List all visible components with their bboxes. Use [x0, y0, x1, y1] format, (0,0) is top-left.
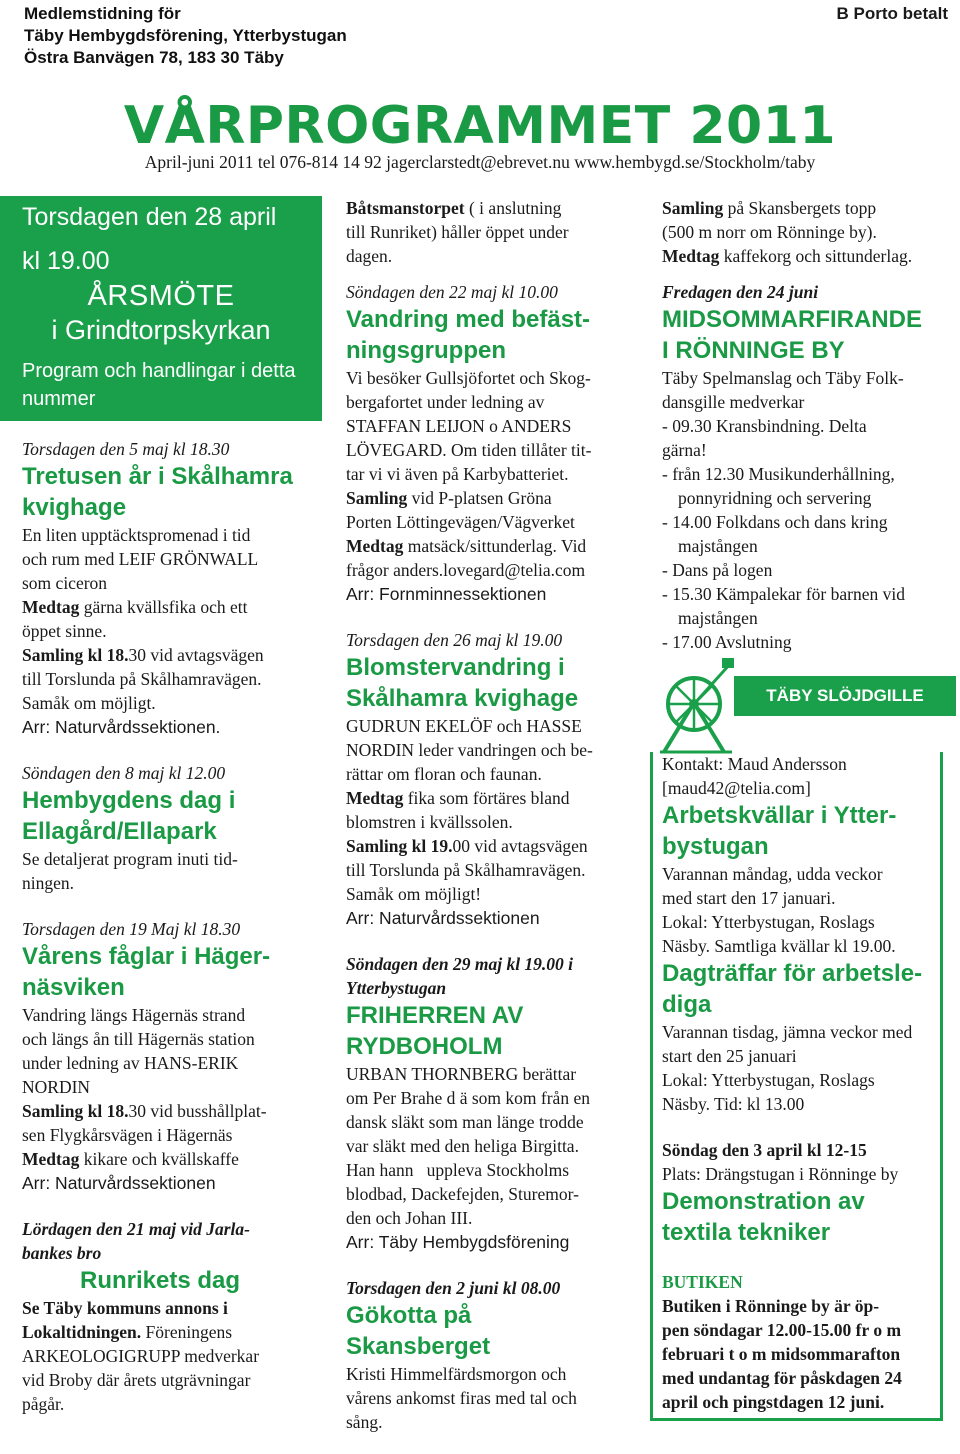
event-text: ponnyridning och servering: [678, 488, 872, 508]
annual-meeting-box: [0, 196, 322, 421]
event-text: start den 25 januari: [662, 1046, 797, 1066]
event-organizer: Arr: Naturvårdssektionen: [22, 1173, 216, 1193]
medtag-text: fika som förtäres bland: [403, 788, 570, 808]
samling-label: Samling kl 18.: [22, 645, 129, 665]
event-title: Vandring med befäst-: [346, 306, 591, 333]
event-text: URBAN THORNBERG berättar: [346, 1064, 577, 1084]
event-text: som ciceron: [22, 573, 108, 593]
event-title: Gökotta på: [346, 1302, 472, 1329]
box-note: Program och handlingar i detta nummer: [22, 360, 296, 410]
event-title: Blomstervandring i: [346, 654, 565, 681]
event-text: Porten Löttingevägen/Vägverket: [346, 512, 575, 532]
event-text: [22, 1099, 320, 1123]
event-text: Vi besöker Gullsjöfortet och Skog-: [346, 368, 591, 388]
event-text: pågår.: [22, 1394, 65, 1414]
event-text: Se detaljerat program inuti tid-: [22, 849, 238, 869]
samling-text: 00 vid avtagsvägen: [452, 836, 588, 856]
event-text: Täby Spelmanslag och Täby Folk-: [662, 368, 904, 388]
event-text: till Torslunda på Skålhamravägen.: [346, 860, 586, 880]
event-date: Lördagen den 21 maj vid Jarla-: [22, 1219, 250, 1239]
event-text: ARKEOLOGIGRUPP medverkar: [22, 1346, 260, 1366]
event-title: Skansberget: [346, 1333, 491, 1360]
event-text: frågor anders.lovegard@telia.com: [346, 560, 586, 580]
event-organizer: Arr: Naturvårdssektionen.: [22, 717, 221, 737]
event-text: GUDRUN EKELÖF och HASSE: [346, 716, 582, 736]
event-text: med start den 17 januari.: [662, 888, 836, 908]
event-text: Näsby. Samtliga kvällar kl 19.00.: [662, 936, 896, 956]
plain-text: ( i anslutning: [464, 198, 562, 218]
event-text: Näsby. Tid: kl 13.00: [662, 1094, 805, 1114]
event-title: FRIHERREN AV: [346, 1002, 524, 1029]
event-text: [346, 834, 636, 858]
event-text: vårens ankomst firas med tal och: [346, 1388, 577, 1408]
event-text: majstången: [678, 608, 758, 628]
samling-label: Samling: [346, 488, 408, 508]
samling-label: Samling kl 19.: [346, 836, 453, 856]
event-text: LÖVEGARD. Om tiden tillåter tit-: [346, 440, 592, 460]
samling-text: 30 vid busshållplat-: [128, 1101, 267, 1121]
event-text: under ledning av HANS-ERIK: [22, 1053, 239, 1073]
event-text: Varannan måndag, udda veckor: [662, 864, 883, 884]
shop-text: pen söndagar 12.00-15.00 fr o m: [662, 1320, 902, 1340]
event-date: Torsdagen den 2 juni kl 08.00: [346, 1278, 561, 1298]
shop-heading: BUTIKEN: [662, 1272, 743, 1292]
medtag-label: Medtag: [22, 597, 80, 617]
event-text: till Torslunda på Skålhamravägen.: [22, 669, 262, 689]
event-text: (500 m norr om Rönninge by).: [662, 222, 877, 242]
box-heading: ÅRSMÖTE: [87, 280, 235, 312]
event-text: dansk släkt som man länge trodde: [346, 1112, 584, 1132]
event-text: [22, 595, 320, 619]
event-text: blodbad, Dackefejden, Sturemor-: [346, 1184, 579, 1204]
event-title: bystugan: [662, 833, 769, 860]
event-text: NORDIN: [22, 1077, 91, 1097]
event-title: diga: [662, 991, 712, 1018]
medtag-label: Medtag: [346, 788, 404, 808]
event-text: öppet sinne.: [22, 621, 107, 641]
contact-line: April-juni 2011 tel 076-814 14 92 jagerclarstedt@ebrevet.nu www.hembygd.se/Stockholm/taby: [144, 152, 816, 172]
column-middle: [346, 196, 636, 1434]
event-text: Se Täby kommuns annons i: [22, 1298, 228, 1318]
medtag-text: kaffekorg och sittunderlag.: [719, 246, 913, 266]
event-text: - från 12.30 Musikunderhållning,: [662, 464, 895, 484]
event-text: [22, 1147, 320, 1171]
event-text: rättar om floran och faunan.: [346, 764, 542, 784]
event-text: tar vi vi även på Karbybatteriet.: [346, 464, 569, 484]
event-text: den och Johan III.: [346, 1208, 473, 1228]
event-text: - 17.00 Avslutning: [662, 632, 792, 652]
event-text: Samåk om möjligt!: [346, 884, 482, 904]
medtag-label: Medtag: [22, 1149, 80, 1169]
event-title: RYDBOHOLM: [346, 1033, 503, 1060]
event-text: dansgille medverkar: [662, 392, 805, 412]
box-time: kl 19.00: [22, 247, 110, 275]
event-organizer: Arr: Fornminnessektionen: [346, 584, 547, 604]
event-title: Hembygdens dag i Ellagård/Ellapark: [22, 787, 236, 845]
event-text: sen Flygkårsvägen i Hägernäs: [22, 1125, 233, 1145]
event-text: Lokal: Ytterbystugan, Roslags: [662, 1070, 875, 1090]
event-text: och längs ån till Hägernäs station: [22, 1029, 255, 1049]
event-text: vid Broby där årets utgrävningar: [22, 1370, 251, 1390]
event-date: Söndag den 3 april kl 12-15: [662, 1140, 867, 1160]
event-title: Runrikets dag: [80, 1267, 241, 1294]
event-text: STAFFAN LEIJON o ANDERS: [346, 416, 572, 436]
event-date: Ytterbystugan: [346, 978, 447, 998]
event-text: blomstren i kvällssolen.: [346, 812, 513, 832]
event-text: Plats: Drängstugan i Rönninge by: [662, 1164, 899, 1184]
slojdgille-box: [650, 752, 943, 1421]
event-date: Torsdagen den 19 Maj kl 18.30: [22, 919, 241, 939]
sender-line: Medlemstidning för: [24, 4, 181, 23]
event-text: om Per Brahe d ä som kom från en: [346, 1088, 590, 1108]
plain-text: Föreningens: [141, 1322, 233, 1342]
event-text: [22, 643, 320, 667]
event-text: [346, 786, 636, 810]
event-text: [662, 244, 954, 268]
event-date: Torsdagen den 26 maj kl 19.00: [346, 630, 563, 650]
event-organizer: Arr: Täby Hembygdsförening: [346, 1232, 570, 1252]
event-text: Vandring längs Hägernäs strand: [22, 1005, 246, 1025]
slojdgille-banner: [662, 660, 954, 752]
event-text: majstången: [678, 536, 758, 556]
event-title: Tretusen år i Skålhamra kvighage: [22, 463, 293, 521]
event-title: Skålhamra kvighage: [346, 685, 579, 712]
event-date: Söndagen den 29 maj kl 19.00 i: [346, 954, 574, 974]
event-title: Vårens fåglar i Häger-: [22, 943, 271, 970]
sender-address: [24, 3, 347, 69]
event-organizer: Arr: Naturvårdssektionen: [346, 908, 540, 928]
sender-line: Östra Banvägen 78, 183 30 Täby: [24, 48, 284, 67]
event-text: och rum med LEIF GRÖNWALL: [22, 549, 259, 569]
event-text: Lokal: Ytterbystugan, Roslags: [662, 912, 875, 932]
event-title: Arbetskvällar i Ytter-: [662, 802, 897, 829]
medtag-text: kikare och kvällskaffe: [79, 1149, 239, 1169]
event-text: Han hann uppleva Stockholms: [346, 1160, 570, 1180]
shop-text: februari t o m midsommarafton: [662, 1344, 901, 1364]
samling-text: på Skansbergets topp: [723, 198, 877, 218]
event-text: [346, 196, 636, 220]
event-text: - 14.00 Folkdans och dans kring: [662, 512, 888, 532]
event-text: Kristi Himmelfärdsmorgon och: [346, 1364, 567, 1384]
box-date: Torsdagen den 28 april: [22, 203, 277, 231]
event-text: gärna!: [662, 440, 707, 460]
event-title: textila tekniker: [662, 1219, 831, 1246]
event-text: till Runriket) håller öppet under: [346, 222, 569, 242]
event-text: [662, 196, 954, 220]
column-right: [662, 196, 954, 1421]
slojdgille-label: TÄBY SLÖJDGILLE: [734, 676, 956, 716]
medtag-text: matsäck/sittunderlag. Vid: [403, 536, 587, 556]
event-text: En liten upptäcktspromenad i tid: [22, 525, 251, 545]
shop-text: Butiken i Rönninge by är öp-: [662, 1296, 880, 1316]
event-title: MIDSOMMARFIRANDE: [662, 306, 922, 333]
event-text: dagen.: [346, 246, 393, 266]
samling-label: Samling: [662, 198, 724, 218]
medtag-label: Medtag: [346, 536, 404, 556]
bold-text: Båtsmanstorpet: [346, 198, 465, 218]
shop-text: april och pingstdagen 12 juni.: [662, 1392, 885, 1412]
event-text: sång.: [346, 1412, 383, 1432]
event-text: - 15.30 Kämpalekar för barnen vid: [662, 584, 905, 604]
samling-text: vid P-platsen Gröna: [407, 488, 552, 508]
event-text: Samåk om möjligt.: [22, 693, 156, 713]
event-title: Dagträffar för arbetsle-: [662, 960, 923, 987]
event-date: Söndagen den 22 maj kl 10.00: [346, 282, 558, 302]
event-title: Demonstration av: [662, 1188, 865, 1215]
event-title: näsviken: [22, 974, 125, 1001]
event-text: [346, 486, 636, 510]
event-date: Torsdagen den 5 maj kl 18.30: [22, 439, 230, 459]
event-text: [22, 1320, 320, 1344]
box-location: i Grindtorpskyrkan: [51, 315, 271, 345]
spinning-wheel-icon: [654, 654, 738, 754]
event-date: Fredagen den 24 juni: [662, 282, 819, 302]
event-text: Varannan tisdag, jämna veckor med: [662, 1022, 913, 1042]
column-left: [22, 196, 320, 1416]
sender-line: Täby Hembygdsförening, Ytterbystugan: [24, 26, 347, 45]
shop-text: med undantag för påskdagen 24: [662, 1368, 902, 1388]
samling-label: Samling kl 18.: [22, 1101, 129, 1121]
event-text: - Dans på logen: [662, 560, 773, 580]
medtag-text: gärna kvällsfika och ett: [79, 597, 248, 617]
event-text: [346, 534, 636, 558]
event-date: bankes bro: [22, 1243, 102, 1263]
bold-text: Lokaltidningen.: [22, 1322, 142, 1342]
event-text: - 09.30 Kransbindning. Delta: [662, 416, 867, 436]
event-text: bergafortet under ledning av: [346, 392, 545, 412]
event-date: Söndagen den 8 maj kl 12.00: [22, 763, 226, 783]
medtag-label: Medtag: [662, 246, 720, 266]
event-text: var släkt med den heliga Birgitta.: [346, 1136, 579, 1156]
porto-label: B Porto betalt: [836, 4, 948, 23]
page-title: VÅRPROGRAMMET 2011: [123, 96, 837, 156]
event-text: ningen.: [22, 873, 75, 893]
event-text: NORDIN leder vandringen och be-: [346, 740, 593, 760]
samling-text: 30 vid avtagsvägen: [128, 645, 264, 665]
event-title: ningsgruppen: [346, 337, 506, 364]
contact-text: Kontakt: Maud Andersson: [662, 754, 847, 774]
contact-email: [maud42@telia.com]: [662, 778, 811, 798]
event-title: I RÖNNINGE BY: [662, 337, 845, 364]
